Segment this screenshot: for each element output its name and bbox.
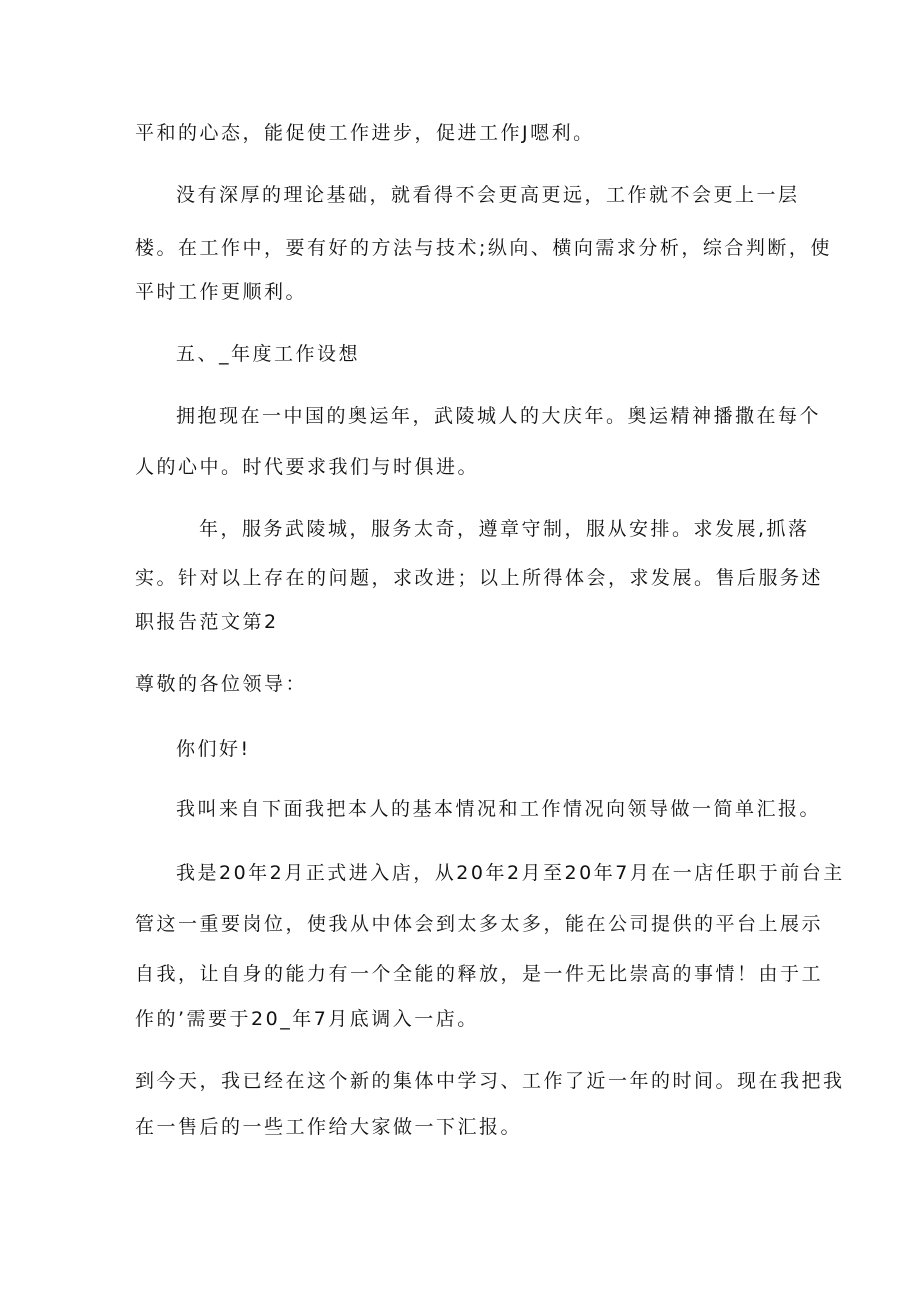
text-line: 作的’需要于20_年7月底调入一店。: [135, 1008, 479, 1030]
text-line: 平和的心态，能促使工作进步，促进工作J嗯利。: [135, 122, 595, 144]
text-line: 人的心中。时代要求我们与时俱进。: [135, 456, 480, 478]
text-line: 职报告范文第2: [135, 611, 279, 633]
text-line: 自我，让自身的能力有一个全能的释放，是一件无比崇高的事情！由于工: [135, 963, 824, 985]
text-line: 我叫来自下面我把本人的基本情况和工作情况向领导做一简单汇报。: [176, 798, 822, 820]
section-heading: 五、_年度工作设想: [176, 343, 361, 365]
text-line: 没有深厚的理论基础，就看得不会更高更远，工作就不会更上一层: [176, 184, 800, 206]
salutation: 尊敬的各位领导：: [135, 673, 308, 695]
text-line: 年，服务武陵城，服务太奇，遵章守制，服从安排。求发展,抓落: [199, 518, 810, 540]
text-line: 管这一重要岗位，使我从中体会到太多太多，能在公司提供的平台上展示: [135, 913, 824, 935]
text-line: 实。针对以上存在的问题，求改进；以上所得体会，求发展。售后服务述: [135, 567, 824, 589]
text-line: 我是20年2月正式进入店，从20年2月至20年7月在一店任职于前台主: [176, 862, 845, 884]
text-line: 拥抱现在一中国的奥运年，武陵城人的大庆年。奥运精神播撒在每个: [176, 405, 822, 427]
text-line: 在一售后的一些工作给大家做一下汇报。: [135, 1116, 523, 1138]
text-line: 楼。在工作中，要有好的方法与技术;纵向、横向需求分析，综合判断，使: [135, 237, 832, 259]
greeting: 你们好!: [176, 738, 251, 760]
text-line: 到今天，我已经在这个新的集体中学习、工作了近一年的时间。现在我把我: [135, 1070, 845, 1092]
text-line: 平时工作更顺利。: [135, 281, 308, 303]
